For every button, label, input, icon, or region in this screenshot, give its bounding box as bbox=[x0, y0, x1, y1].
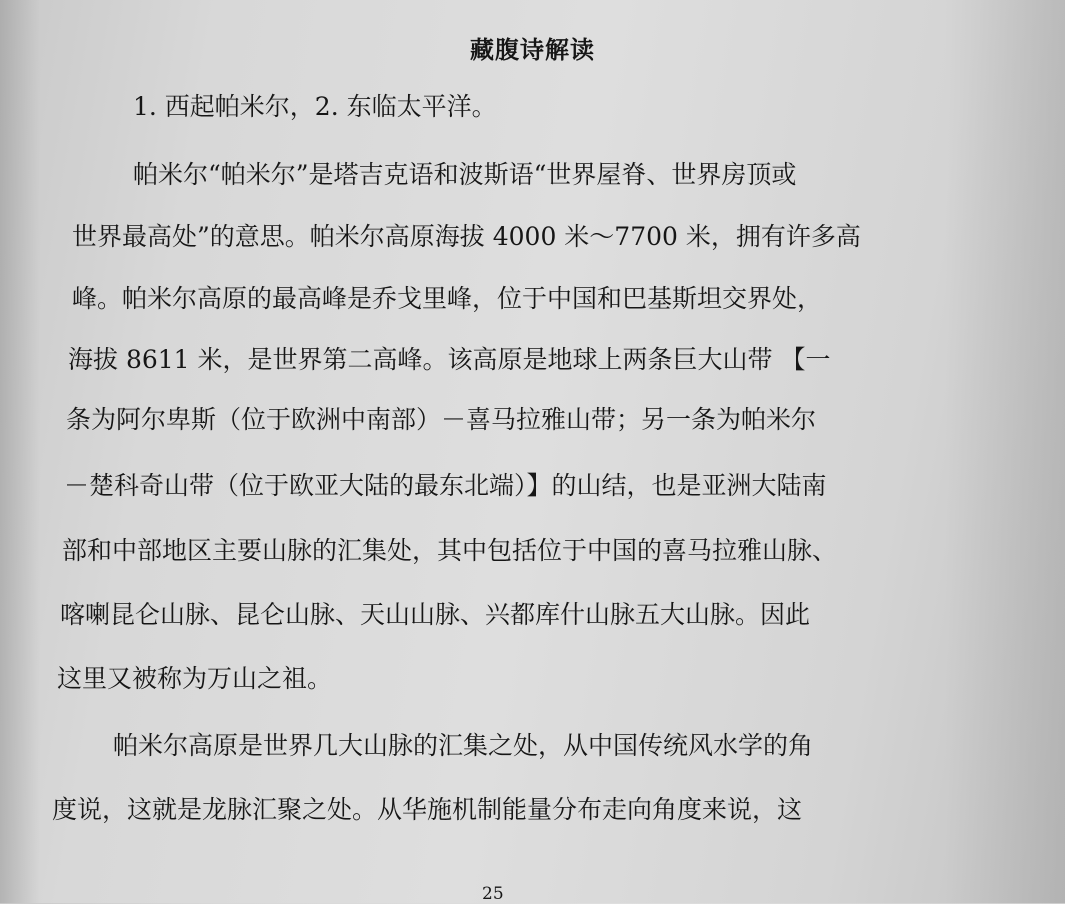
text-line-6: 条为阿尔卑斯（位于欧洲中南部）－喜马拉雅山带；另一条为帕米尔 bbox=[66, 405, 817, 434]
text-line-10: 这里又被称为万山之祖。 bbox=[57, 664, 333, 693]
text-line-11: 帕米尔高原是世界几大山脉的汇集之处，从中国传统风水学的角 bbox=[113, 731, 814, 760]
page-title: 藏腹诗解读 bbox=[470, 35, 595, 64]
page-shadow-left bbox=[0, 0, 40, 903]
text-line-8: 部和中部地区主要山脉的汇集处，其中包括位于中国的喜马拉雅山脉、 bbox=[62, 536, 838, 565]
text-line-5: 海拔 8611 米，是世界第二高峰。该高原是地球上两条巨大山带 【一 bbox=[68, 345, 831, 374]
page-shadow-right bbox=[945, 0, 1065, 903]
text-line-9: 喀喇昆仑山脉、昆仑山脉、天山山脉、兴都库什山脉五大山脉。因此 bbox=[60, 600, 811, 629]
text-line-4: 峰。帕米尔高原的最高峰是乔戈里峰，位于中国和巴基斯坦交界处， bbox=[72, 284, 823, 313]
text-line-7: －楚科奇山带（位于欧亚大陆的最东北端）】的山结，也是亚洲大陆南 bbox=[64, 471, 827, 500]
text-line-1: 1. 西起帕米尔，2. 东临太平洋。 bbox=[133, 92, 497, 121]
text-line-2: 帕米尔“帕米尔”是塔吉克语和波斯语“世界屋脊、世界房顶或 bbox=[133, 160, 797, 189]
text-line-12: 度说，这就是龙脉汇聚之处。从华施机制能量分布走向角度来说，这 bbox=[52, 795, 803, 824]
text-line-3: 世界最高处”的意思。帕米尔高原海拔 4000 米～7700 米，拥有许多高 bbox=[72, 222, 861, 251]
page-number: 25 bbox=[482, 884, 504, 904]
